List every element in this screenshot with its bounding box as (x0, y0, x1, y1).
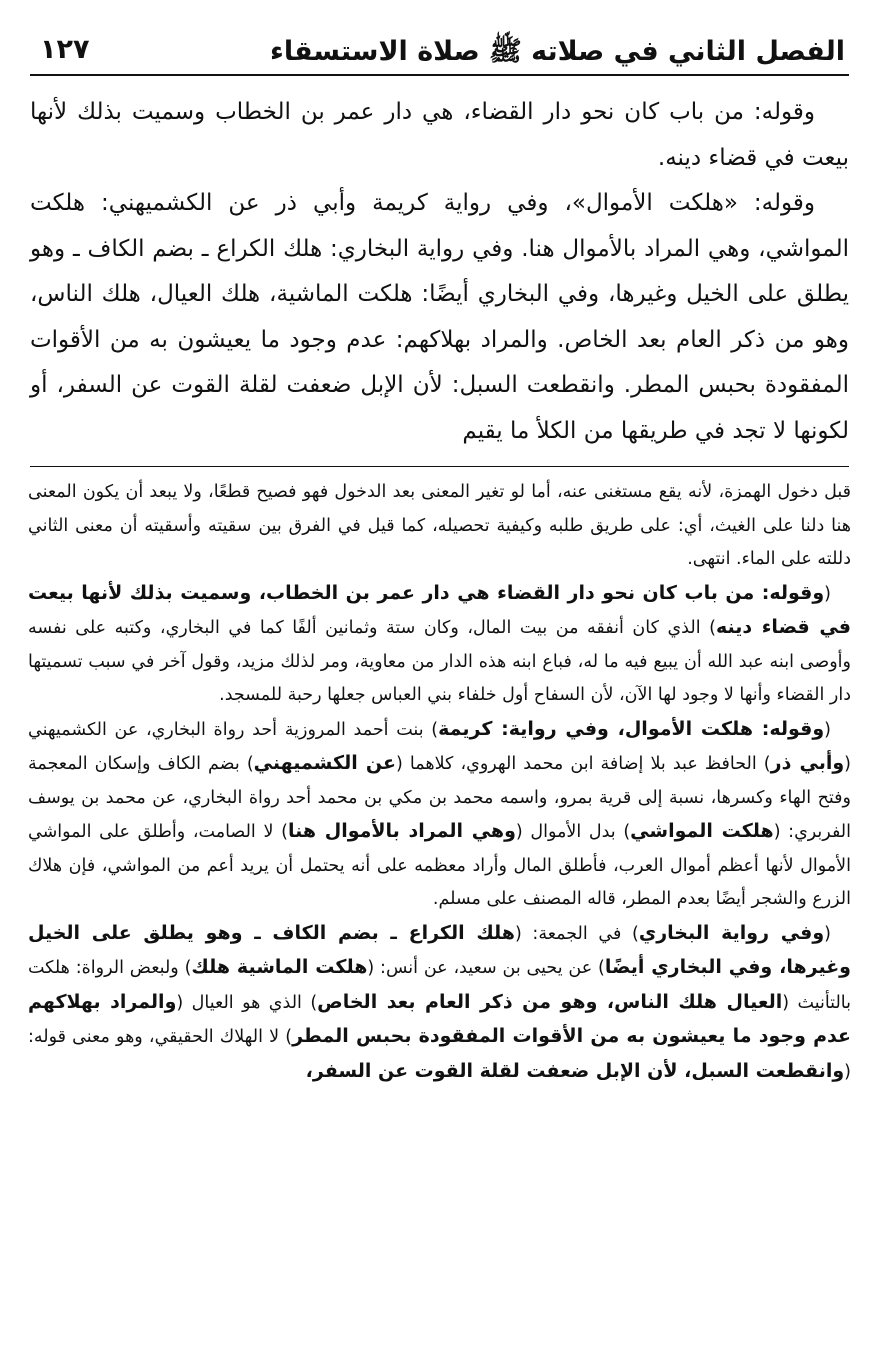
quoted-matn: وقوله: من باب كان نحو دار القضاء هي دار عمر بن الخطاب، وسميت بذلك لأنها بيعت في قضاء دينه (28, 581, 852, 638)
commentary-paragraph (28, 476, 851, 577)
quoted-matn: وقوله: هلكت الأموال، وفي رواية: كريمة (438, 717, 825, 740)
quoted-matn: والمراد بهلاكهم عدم وجود ما يعيشون به من الأقوات المفقودة بحبس المطر (28, 990, 851, 1047)
chapter-title: الفصل الثاني في صلاته ﷺ صلاة الاستسقاء (270, 36, 845, 67)
quoted-matn: عن الكشميهني (253, 752, 396, 774)
commentary-text: ) بدل الأموال ( (515, 822, 631, 842)
quoted-matn: وأبي ذر (770, 752, 845, 774)
quoted-matn: وهي المراد بالأموال هنا (287, 820, 516, 842)
commentary-text: ( (824, 923, 831, 944)
quoted-matn: وفي رواية البخاري (638, 921, 825, 944)
main-text (30, 90, 849, 454)
commentary-text: قبل دخول الهمزة، لأنه يقع مستغنى عنه، أما لو تغير المعنى بعد الدخول فهو فصيح قطعًا، ولا يبعد أن يكون المعنى هنا دلنا على الغيث، أي: على طريق طلبه وكيفية تحصيله، كما قيل في الفرق بين سقيته وأسقيته أن معنى الثاني دللته على الماء. انتهى. (28, 482, 851, 569)
quoted-matn: هلكت الماشية هلك (191, 956, 368, 978)
commentary-text: ) الذي هو العيال ( (176, 992, 318, 1013)
page-number: ١٢٧ (40, 34, 90, 65)
commentary-paragraph (28, 917, 851, 1090)
commentary-text: ( (824, 583, 831, 604)
commentary-text: ) عن يحيى بن سعيد، عن أنس: ( (367, 958, 605, 978)
commentary-text: ) في الجمعة: ( (514, 923, 639, 944)
commentary-text: ) ولبعض الرواة: هلكت بالتأنيث ( (28, 958, 851, 1013)
main-paragraph: وقوله: من باب كان نحو دار القضاء، هي دار عمر بن الخطاب وسميت بذلك لأنها بيعت في قضاء دينه. (30, 99, 849, 171)
commentary-paragraph (28, 577, 851, 713)
main-paragraph: وقوله: «هلكت الأموال»، وفي رواية كريمة وأبي ذر عن الكشميهني: هلكت المواشي، وهي المراد بالأموال هنا. وفي رواية البخاري: هلك الكراع ـ بضم الكاف ـ وهو يطلق على الخيل وغيرها، وفي البخاري أيضًا: هلكت الماشية، هلك العيال، هلك الناس، وهو من ذكر العام بعد الخاص. والمراد بهلاكهم: عدم وجود ما يعيشون به من الأقوات المفقودة بحبس المطر. وانقطعت السبل: لأن الإبل ضعفت لقلة القوت عن السفر، أو لكونها لا تجد في طريقها من الكلأ ما يقيم (30, 190, 849, 444)
footnote-separator (30, 466, 849, 467)
commentary-text: ( (824, 719, 831, 740)
commentary-text: ) بنت أحمد المروزية أحد رواة البخاري، عن الكشميهني ( (28, 719, 851, 774)
page-header (30, 28, 849, 76)
commentary-text: ) لا الهلاك الحقيقي، وهو معنى قوله: ( (28, 1027, 851, 1082)
commentary-text: ) الذي كان أنفقه من بيت المال، وكان ستة وثمانين ألفًا كما في البخاري، وكتبه على نفسه وأوصى ابنه عبد الله أن يبيع فيه ما له، فباع ابنه هذه الدار من معاوية، ومر لذلك مزيد، وقول آخر في سبب تسميتها دار القضاء وأنها لا وجود لها الآن، لأن السفاح أول خلفاء بني العباس جعلها رحبة للمسجد. (28, 618, 851, 705)
quoted-matn: وانقطعت السبل، لأن الإبل ضعفت لقلة القوت عن السفر، (305, 1059, 845, 1082)
commentary-text: ) بضم الكاف وإسكان المعجمة وفتح الهاء وكسرها، نسبة إلى قرية بمرو، واسمه محمد بن مكي بن محمد أحد رواة البخاري، عن محمد بن يوسف الفربري: ( (28, 754, 851, 842)
quoted-matn: هلكت المواشي (630, 820, 774, 842)
commentary-text: ) الحافظ عبد بلا إضافة ابن محمد الهروي، كلاهما ( (395, 754, 771, 774)
quoted-matn: هلك الكراع ـ بضم الكاف ـ وهو يطلق على الخيل وغيرها، وفي البخاري أيضًا (28, 921, 851, 978)
commentary-paragraph (28, 713, 851, 917)
quoted-matn: العيال هلك الناس، وهو من ذكر العام بعد الخاص (317, 990, 783, 1013)
commentary (28, 476, 851, 1089)
commentary-text: ) لا الصامت، وأطلق على المواشي الأموال لأنها أعظم أموال العرب، فأطلق المال وأراد معظمه على أنه يحتمل أن يريد أعم من المواشي، فإن هلاك الزرع والشجر أيضًا بعدم المطر، قاله المصنف على مسلم. (28, 822, 851, 909)
